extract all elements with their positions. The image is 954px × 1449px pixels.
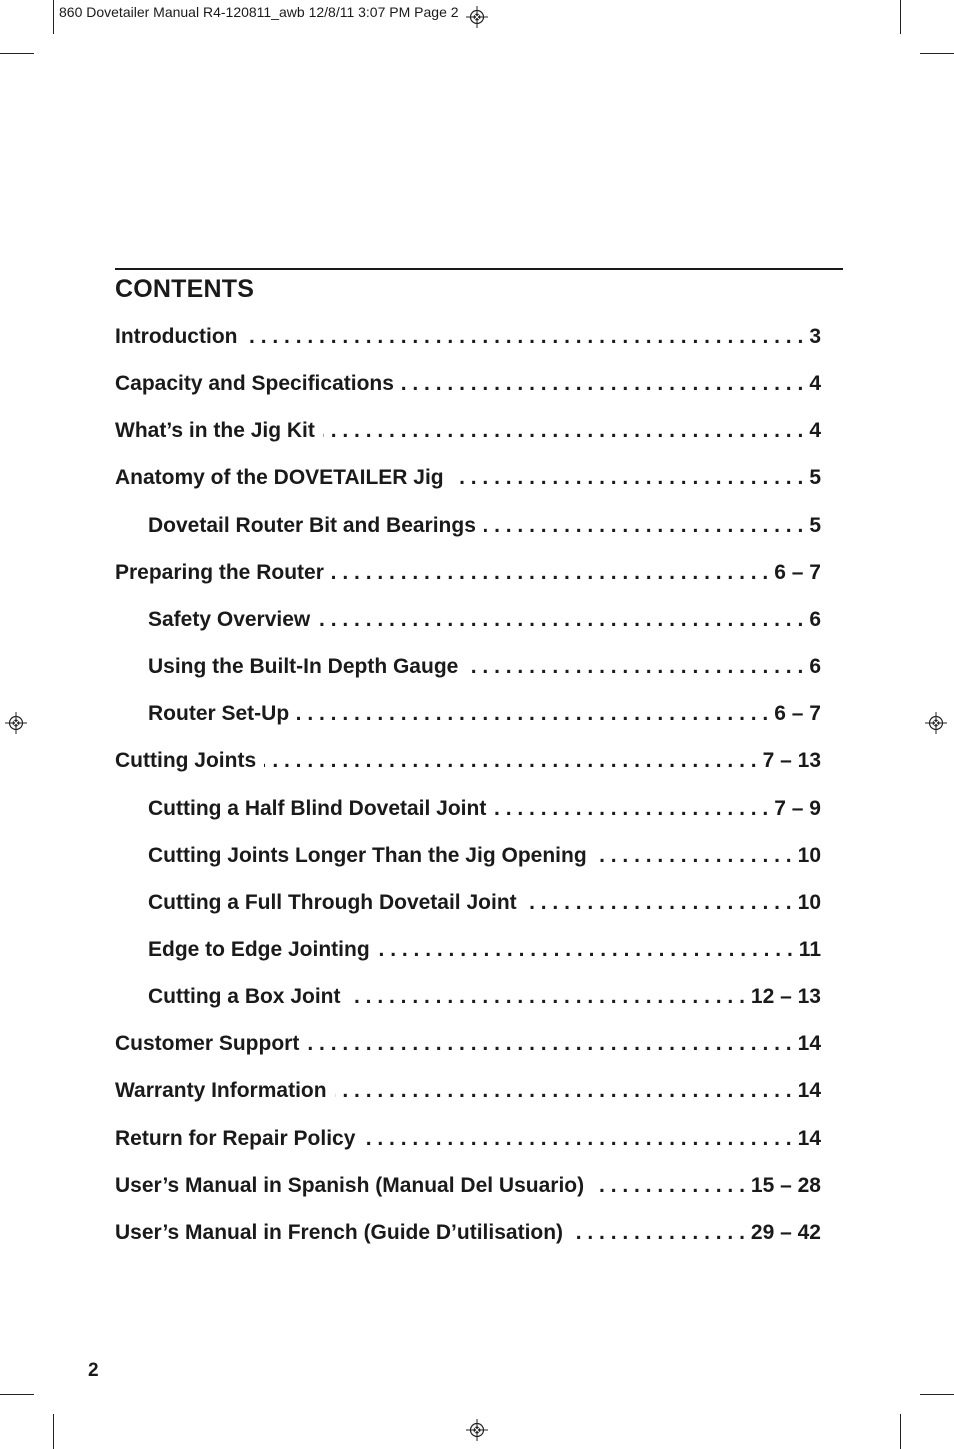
crop-mark-top-left-horizontal	[0, 53, 34, 54]
toc-entry-label: User’s Manual in French (Guide D’utilisation)	[115, 1220, 564, 1244]
toc-entry-label: Cutting Joints	[115, 749, 257, 773]
registration-mark-bottom-icon	[466, 1419, 488, 1441]
toc-entry	[148, 983, 821, 1011]
toc-entry	[148, 842, 821, 870]
toc-entry-page: 6	[809, 655, 821, 679]
toc-dot-leader	[592, 1172, 745, 1200]
toc-entry-label: Cutting Joints Longer Than the Jig Opening	[148, 843, 587, 867]
toc-entry-page: 11	[798, 937, 821, 961]
toc-entry-page: 7 – 9	[774, 796, 821, 820]
page-title: CONTENTS	[115, 275, 255, 303]
heading-rule	[115, 268, 843, 270]
toc-entry	[115, 464, 821, 492]
toc-dot-leader	[264, 747, 756, 775]
toc-dot-leader	[571, 1219, 745, 1247]
toc-entry-label: Dovetail Router Bit and Bearings	[148, 513, 476, 537]
toc-dot-leader	[484, 512, 803, 540]
toc-entry-label: Warranty Information	[115, 1079, 327, 1103]
toc-entry-label: Cutting a Box Joint	[148, 985, 341, 1009]
toc-dot-leader	[323, 417, 803, 445]
toc-entry-label: Preparing the Router	[115, 560, 324, 584]
toc-entry	[148, 512, 821, 540]
toc-entry	[115, 323, 821, 351]
toc-entry	[115, 1030, 821, 1058]
toc-entry-page: 14	[797, 1079, 821, 1103]
toc-entry-page: 4	[809, 372, 821, 396]
toc-dot-leader	[318, 606, 803, 634]
toc-dot-leader	[494, 795, 768, 823]
crop-mark-top-right-horizontal	[920, 53, 954, 54]
toc-dot-leader	[335, 1077, 792, 1105]
toc-dot-leader	[466, 653, 803, 681]
toc-entry-page: 29 – 42	[750, 1220, 821, 1244]
page-number: 2	[88, 1360, 99, 1381]
toc-entry-page: 7 – 13	[762, 749, 821, 773]
toc-entry-page: 5	[809, 513, 821, 537]
toc-entry-label: Router Set-Up	[148, 702, 290, 726]
toc-entry	[115, 747, 821, 775]
toc-entry	[148, 889, 821, 917]
toc-entry	[115, 1125, 821, 1153]
toc-entry-page: 14	[797, 1032, 821, 1056]
toc-entry-label: What’s in the Jig Kit	[115, 419, 315, 443]
crop-mark-top-left-vertical	[53, 0, 54, 34]
toc-entry	[115, 1077, 821, 1105]
toc-dot-leader	[245, 323, 803, 351]
toc-entry	[148, 606, 821, 634]
toc-dot-leader	[378, 936, 793, 964]
toc-entry-page: 12 – 13	[750, 985, 821, 1009]
toc-entry	[115, 559, 821, 587]
toc-entry-label: Introduction	[115, 325, 238, 348]
toc-entry	[148, 936, 821, 964]
toc-entry	[115, 370, 821, 398]
toc-entry-label: Customer Support	[115, 1032, 300, 1056]
toc-entry	[115, 1172, 821, 1200]
toc-entry-page: 14	[797, 1126, 821, 1150]
toc-entry	[115, 417, 821, 445]
toc-entry-label: Using the Built-In Depth Gauge	[148, 655, 459, 679]
toc-dot-leader	[349, 983, 745, 1011]
toc-entry-label: Return for Repair Policy	[115, 1126, 356, 1150]
toc-entry	[115, 1219, 821, 1247]
registration-mark-top-icon	[466, 6, 488, 28]
crop-mark-bottom-right-vertical	[900, 1414, 901, 1449]
toc-entry-page: 10	[797, 843, 821, 867]
toc-dot-leader	[452, 464, 804, 492]
toc-entry-label: Edge to Edge Jointing	[148, 937, 370, 961]
toc-entry-page: 10	[797, 890, 821, 914]
toc-dot-leader	[402, 370, 803, 398]
registration-mark-right-icon	[925, 712, 947, 734]
toc-entry-page: 6 – 7	[774, 702, 821, 726]
toc-entry-page: 4	[809, 419, 821, 443]
toc-entry-label: Capacity and Specifications	[115, 372, 394, 396]
toc-entry-label: Anatomy of the DOVETAILER Jig	[115, 466, 444, 490]
toc-entry-page: 15 – 28	[750, 1173, 821, 1197]
toc-dot-leader	[332, 559, 768, 587]
toc-entry-page: 6	[809, 607, 821, 631]
crop-mark-bottom-left-vertical	[53, 1414, 54, 1449]
toc-entry-label: Safety Overview	[148, 607, 311, 631]
registration-mark-left-icon	[5, 712, 27, 734]
toc-dot-leader	[297, 700, 768, 728]
toc-entry-page: 6 – 7	[774, 560, 821, 584]
printer-slug: 860 Dovetailer Manual R4-120811_awb 12/8/11 3:07 PM Page 2	[59, 4, 459, 20]
toc-dot-leader	[595, 842, 792, 870]
toc-dot-leader	[525, 889, 792, 917]
toc-entry-label: User’s Manual in Spanish (Manual Del Usuario)	[115, 1173, 585, 1197]
toc-dot-leader	[363, 1125, 791, 1153]
toc-entry	[148, 700, 821, 728]
crop-mark-top-right-vertical	[900, 0, 901, 34]
toc-dot-leader	[307, 1030, 791, 1058]
toc-entry-page: 3	[809, 325, 821, 348]
toc-entry	[148, 653, 821, 681]
crop-mark-bottom-right-horizontal	[920, 1394, 954, 1395]
toc-entry-page: 5	[809, 466, 821, 490]
toc-entry-label: Cutting a Full Through Dovetail Joint	[148, 890, 517, 914]
crop-mark-bottom-left-horizontal	[0, 1394, 34, 1395]
toc-entry	[148, 795, 821, 823]
toc-entry-label: Cutting a Half Blind Dovetail Joint	[148, 796, 487, 820]
